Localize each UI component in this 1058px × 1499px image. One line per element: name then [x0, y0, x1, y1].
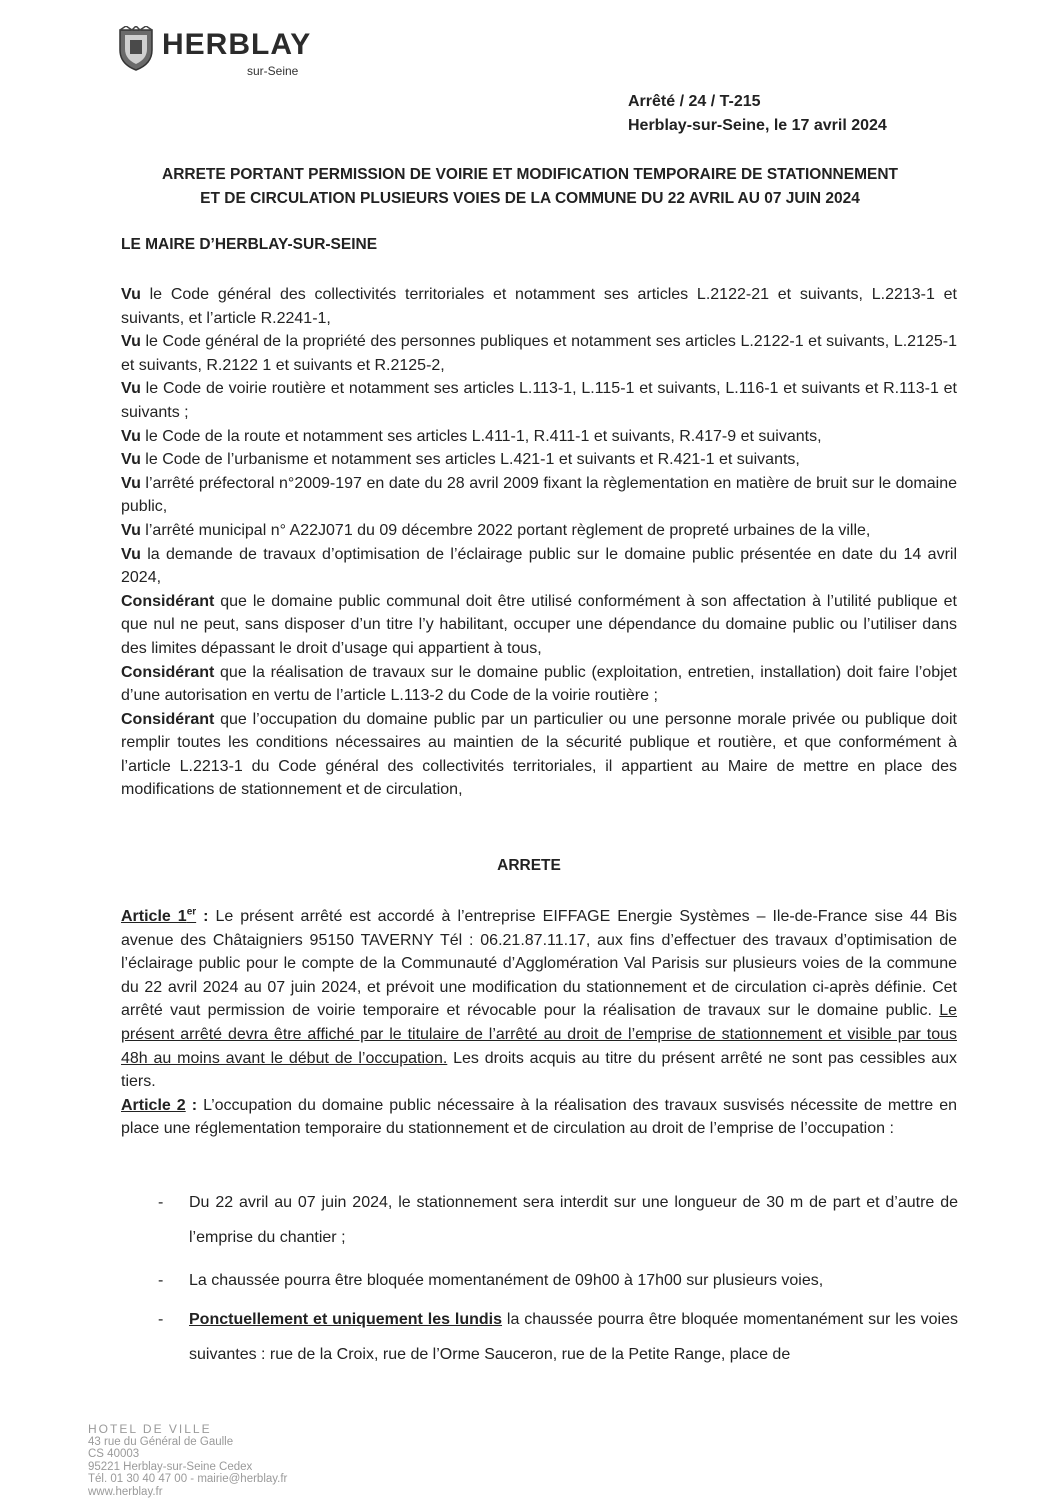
article-1-posting-notice: Le présent arrêté devra être affiché par le titulaire de l’arrêté au droit de l’emprise de stationnement et visible par tous 48h au moins avant le début de l’occupation.: [121, 1002, 957, 1067]
considerant-item: Considérant que l’occupation du domaine public par un particulier ou une personne morale privée ou publique doit remplir toutes les conditions nécessaires au maintien de la sécurité publique et routière, et que conformément à l’article L.2213-1 du Code général des collectivités territoriales, il appartient au Maire de mettre en place des modifications de stationnement et de circulation,: [121, 710, 957, 799]
visa-item: Vu le Code général des collectivités territoriales et notamment ses articles L.2122-21 et suivants, L.2213-1 et suivants, et l’article R.2241-1,: [121, 286, 957, 327]
article-1-label: Article 1er: [121, 906, 197, 925]
town-hall-footer: [88, 1423, 287, 1499]
mayor-heading: LE MAIRE D’HERBLAY-SUR-SEINE: [121, 236, 378, 253]
footer-title: HOTEL DE VILLE: [88, 1422, 212, 1436]
list-item: - Du 22 avril au 07 juin 2024, le stationnement sera interdit sur une longueur de 30 m de part et d’autre de l’emprise du chantier ;: [158, 1185, 958, 1255]
logo-name: HERBLAY: [162, 28, 312, 61]
visa-item: Vu le Code de la route et notamment ses articles L.411-1, R.411-1 et suivants, R.417-9 et suivants,: [121, 427, 822, 445]
visa-item: Vu le Code général de la propriété des personnes publiques et notamment ses articles L.2122-1 et suivants, L.2125-1 et suivants, R.2122 1 et suivants et R.2125-2,: [121, 333, 957, 374]
article-2: Article 2 : L’occupation du domaine public nécessaire à la réalisation des travaux susvisés nécessite de mettre en place une réglementation temporaire du stationnement et de circulation au droit de l’emprise de l’occupation :: [121, 1096, 958, 1138]
title-line-1: ARRETE PORTANT PERMISSION DE VOIRIE ET MODIFICATION TEMPORAIRE DE STATIONNEMENT: [162, 166, 898, 183]
visa-item: Vu le Code de l’urbanisme et notamment ses articles L.421-1 et suivants et R.421-1 et suivants,: [121, 451, 800, 469]
footer-website: www.herblay.fr: [88, 1485, 163, 1498]
articles-section: [121, 905, 957, 1141]
title-line-2: ET DE CIRCULATION PLUSIEURS VOIES DE LA COMMUNE DU 22 AVRIL AU 07 JUIN 2024: [200, 190, 860, 207]
visa-item: Vu le Code de voirie routière et notamment ses articles L.113-1, L.115-1 et suivants, L.116-1 et suivants et R.113-1 et suivants ;: [121, 380, 957, 421]
list-item: - La chaussée pourra être bloquée momentanément de 09h00 à 17h00 sur plusieurs voies,: [158, 1263, 958, 1298]
footer-contact: Tél. 01 30 40 47 00 - mairie@herblay.fr: [88, 1473, 288, 1486]
measures-list: [158, 1185, 958, 1372]
dash-bullet: -: [158, 1272, 164, 1289]
logo-subtitle: sur-Seine: [247, 64, 299, 78]
list-item: - Ponctuellement et uniquement les lundis la chaussée pourra être bloquée momentanément sur les voies suivantes : rue de la Croix, rue de l’Orme Sauceron, rue de la Petite Range, place de: [158, 1302, 958, 1372]
visa-item: Vu l’arrêté municipal n° A22J071 du 09 décembre 2022 portant règlement de propreté urbaines de la ville,: [121, 521, 871, 539]
considerant-item: Considérant que le domaine public communal doit être utilisé conformément à son affectation à l’utilité publique et que nul ne peut, sans disposer d’un titre l’y habilitant, occuper une dépendance du domaine public ou l’utiliser dans des limites dépassant le droit d’usage qui appartient à tous,: [121, 592, 957, 657]
footer-city: 95221 Herblay-sur-Seine Cedex: [88, 1460, 253, 1473]
decree-title: [110, 163, 950, 211]
considerant-item: Considérant que la réalisation de travaux sur le domaine public (exploitation, entretien, installation) doit faire l’objet d’une autorisation en vertu de l’article L.113-2 du Code de la voirie routière ;: [121, 663, 957, 705]
visa-item: Vu l’arrêté préfectoral n°2009-197 en date du 28 avril 2009 fixant la règlementation en matière de bruit sur le domaine public,: [121, 474, 957, 516]
article-2-label: Article 2: [121, 1096, 186, 1114]
visas-section: [121, 283, 957, 802]
article-1: Article 1er : Le présent arrêté est accordé à l’entreprise EIFFAGE Energie Systèmes – Ile-de-France sise 44 Bis avenue des Châtaigniers 95150 TAVERNY Tél : 06.21.87.11.17, aux fins d’effectuer des travaux d’optimisation de l’éclairage public pour le compte de la Communauté d’Agglomération Val Parisis sur plusieurs voies de la commune du 22 avril 2024 au 07 juin 2024, et prévoit une modification du stationnement et de circulation ci-après définie. Cet arrêté vaut permission de voirie temporaire et révocable pour la réalisation de travaux sur le domaine public. Le présent arrêté devra être affiché par le titulaire de l’arrêté au droit de l’emprise de stationnement et visible par tous 48h au moins avant le début de l’occupation. Les droits acquis au titre du présent arrêté ne sont pas cessibles aux tiers.: [121, 906, 958, 1091]
footer-cs: CS 40003: [88, 1448, 140, 1461]
decree-date: Herblay-sur-Seine, le 17 avril 2024: [628, 117, 887, 134]
dash-bullet: -: [158, 1311, 164, 1328]
decree-reference: [628, 90, 887, 138]
decree-number: Arrêté / 24 / T-215: [628, 93, 761, 110]
herblay-logo: [116, 24, 331, 80]
arrete-heading: ARRETE: [497, 857, 561, 874]
footer-street: 43 rue du Général de Gaulle: [88, 1435, 234, 1448]
visa-item: Vu la demande de travaux d’optimisation de l’éclairage public sur le domaine public présentée en date du 14 avril 2024,: [121, 545, 957, 587]
city-crest-icon: [116, 26, 156, 72]
dash-bullet: -: [158, 1194, 164, 1211]
